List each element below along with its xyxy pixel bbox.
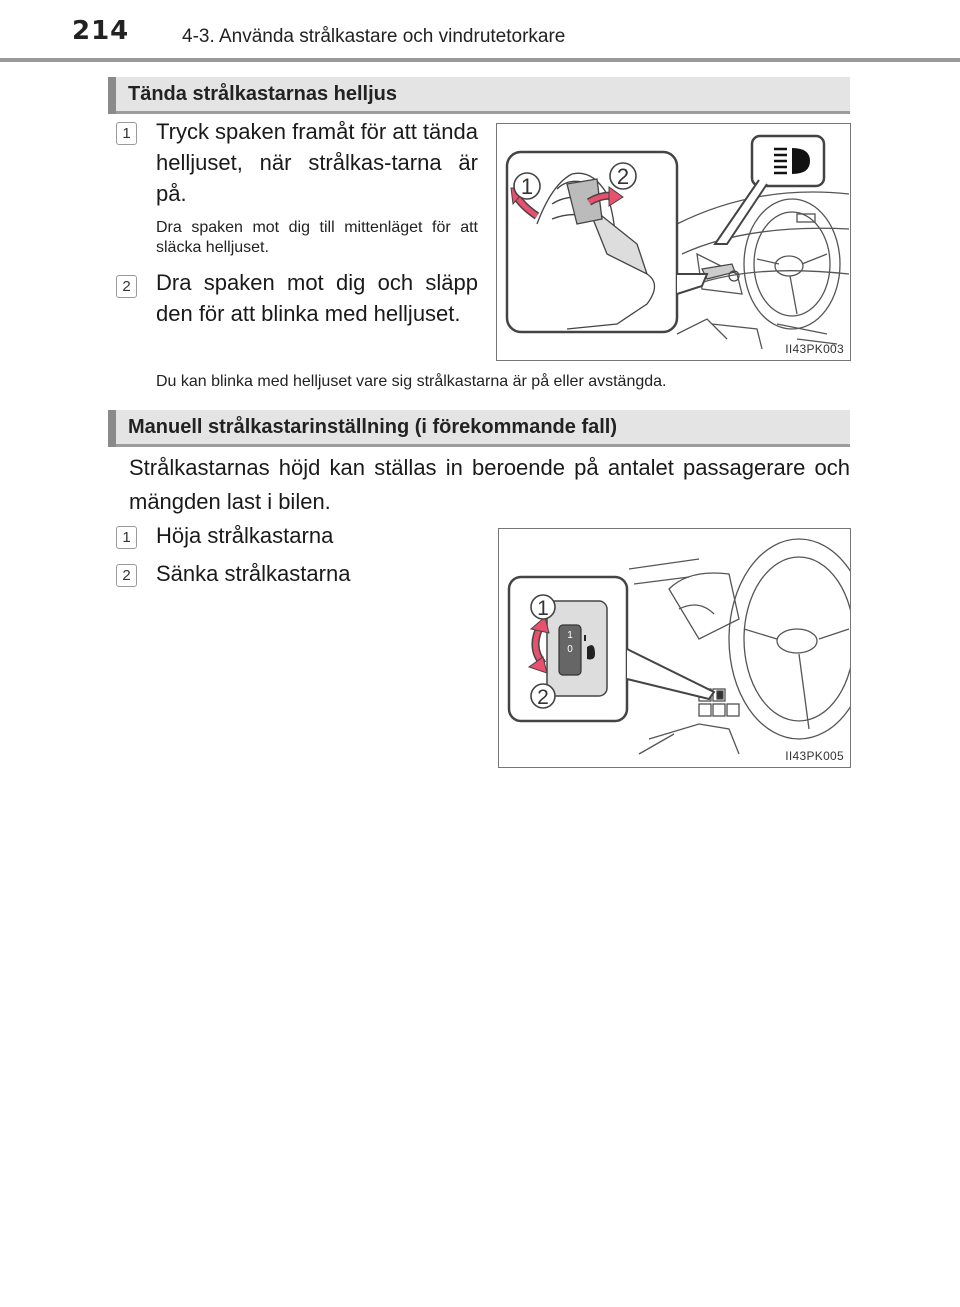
dial-label-mid: 0 [567, 644, 573, 655]
section-title: Tända strålkastarnas helljus [128, 83, 398, 105]
callout-1: 1 [520, 174, 534, 199]
section-accent [108, 410, 116, 447]
figure-headlight-lever [496, 123, 851, 361]
step-number-1: 1 [116, 122, 137, 145]
figure-leveling-dial [498, 528, 851, 768]
note-flash-high-beam: Du kan blinka med helljuset vare sig strålkastarna är på eller avstängda. [156, 373, 667, 390]
step-number-2: 2 [116, 564, 137, 587]
step-note-1: Dra spaken mot dig till mittenläget för att släcka helljuset. [156, 219, 478, 256]
step-number-1: 1 [116, 526, 137, 549]
section-accent [108, 77, 116, 114]
dial-label-top: 1 [567, 630, 573, 641]
callout-2: 2 [537, 686, 549, 709]
step-text-raise: Höja strålkastarna [156, 523, 334, 548]
section-heading-high-beam [108, 77, 850, 114]
step-text-lower: Sänka strålkastarna [156, 561, 351, 586]
headlight-lever-illustration [497, 124, 850, 360]
step-text-2: Dra spaken mot dig och släpp den för att blinka med helljuset. [156, 270, 478, 326]
section-intro: Strålkastarnas höjd kan ställas in beroende på antalet passagerare och mängden last i bilen. [129, 455, 850, 514]
page-number: 214 [72, 16, 130, 46]
headlight-level-icon [587, 645, 595, 659]
figure-code: II43PK003 [785, 342, 844, 356]
callout-2: 2 [616, 164, 630, 189]
figure-code: II43PK005 [785, 749, 844, 763]
section-heading-manual-leveling [108, 410, 850, 447]
step-text-1: Tryck spaken framåt för att tända helljuset, när strålkas-tarna är på. [156, 119, 478, 206]
header-rule [0, 58, 960, 62]
running-header: 4-3. Använda strålkastare och vindrutetorkare [182, 26, 566, 47]
step-number-2: 2 [116, 275, 137, 298]
leveling-dial-illustration [499, 529, 850, 767]
section-title: Manuell strålkastarinställning (i förekommande fall) [128, 416, 618, 438]
callout-1: 1 [537, 597, 549, 620]
